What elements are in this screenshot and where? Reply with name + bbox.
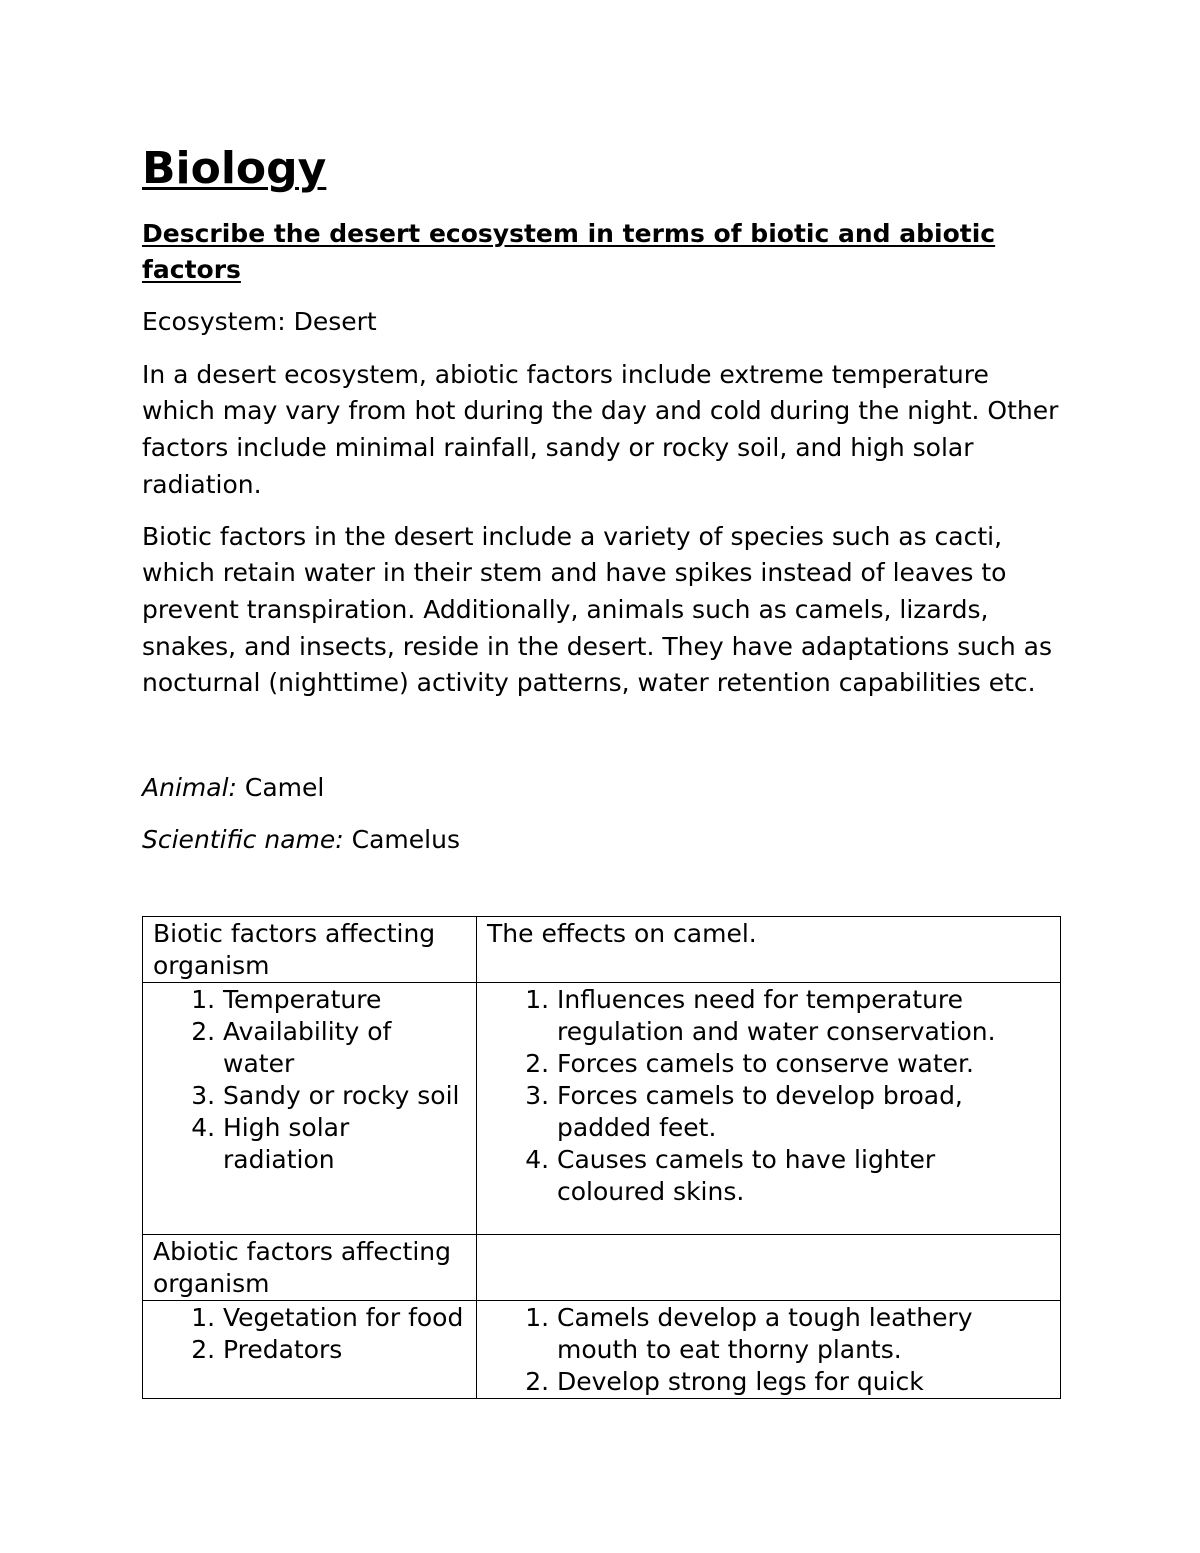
list-item: 2. Availability of water — [223, 1016, 466, 1080]
header-left-cell: Biotic factors affecting organism — [143, 917, 477, 983]
scientific-name-value: Camelus — [351, 824, 460, 854]
table-row — [143, 1301, 1061, 1399]
list-item: 1. Camels develop a tough leathery mouth to eat thorny plants. — [557, 1302, 1050, 1366]
abiotic-paragraph: In a desert ecosystem, abiotic factors include extreme temperature which may vary from hot during the day and cold during the night. Other factors include minimal rainfall, sandy or rocky soil, and high solar radiation. — [142, 359, 1059, 499]
document-page — [142, 140, 1060, 1396]
section2-factors-list — [153, 1302, 466, 1366]
factors-table — [142, 916, 1061, 1399]
section2-header-left-cell: Abiotic factors affecting organism — [143, 1235, 477, 1301]
list-item: 3. Forces camels to develop broad, padded feet. — [557, 1080, 1050, 1144]
section1-factors-list — [153, 984, 466, 1176]
section2-effects-list — [487, 1302, 1050, 1398]
table-header-row — [143, 917, 1061, 983]
section1-effects-cell — [477, 983, 1061, 1235]
animal-label: Animal: — [142, 773, 237, 803]
ecosystem-line: Ecosystem: Desert — [142, 307, 377, 336]
list-item: 3. Sandy or rocky soil — [223, 1080, 466, 1112]
list-item: 2. Develop strong legs for quick — [557, 1366, 1050, 1398]
section1-effects-list — [487, 984, 1050, 1208]
section2-factors-cell — [143, 1301, 477, 1399]
table-row — [143, 983, 1061, 1235]
section1-factors-cell — [143, 983, 477, 1235]
list-item: 2. Forces camels to conserve water. — [557, 1048, 1050, 1080]
list-item: 4. High solar radiation — [223, 1112, 466, 1176]
biotic-paragraph: Biotic factors in the desert include a variety of species such as cacti, which retain water in their stem and have spikes instead of leaves to prevent transpiration. Additionally, animals such as camels, lizards, snakes, and insects, reside in the desert. They have adaptations such as nocturnal (nighttime) activity patterns, water retention capabilities etc. — [142, 521, 1052, 698]
animal-line — [142, 770, 1060, 807]
list-item: 1. Influences need for temperature regulation and water conservation. — [557, 984, 1050, 1048]
table-section2-header-row — [143, 1235, 1061, 1301]
list-item: 1. Temperature — [223, 984, 466, 1016]
list-item: 2. Predators — [223, 1334, 466, 1366]
section2-header-right-cell — [477, 1235, 1061, 1301]
scientific-name-line — [142, 822, 1060, 859]
list-item: 4. Causes camels to have lighter coloured skins. — [557, 1144, 1050, 1208]
list-item: 1. Vegetation for food — [223, 1302, 466, 1334]
scientific-name-label: Scientific name: — [142, 824, 344, 854]
document-title: Biology — [142, 143, 327, 194]
section2-effects-cell — [477, 1301, 1061, 1399]
animal-value: Camel — [244, 773, 325, 803]
header-right-cell: The effects on camel. — [477, 917, 1061, 983]
document-subtitle: Describe the desert ecosystem in terms of biotic and abiotic factors — [142, 219, 996, 284]
